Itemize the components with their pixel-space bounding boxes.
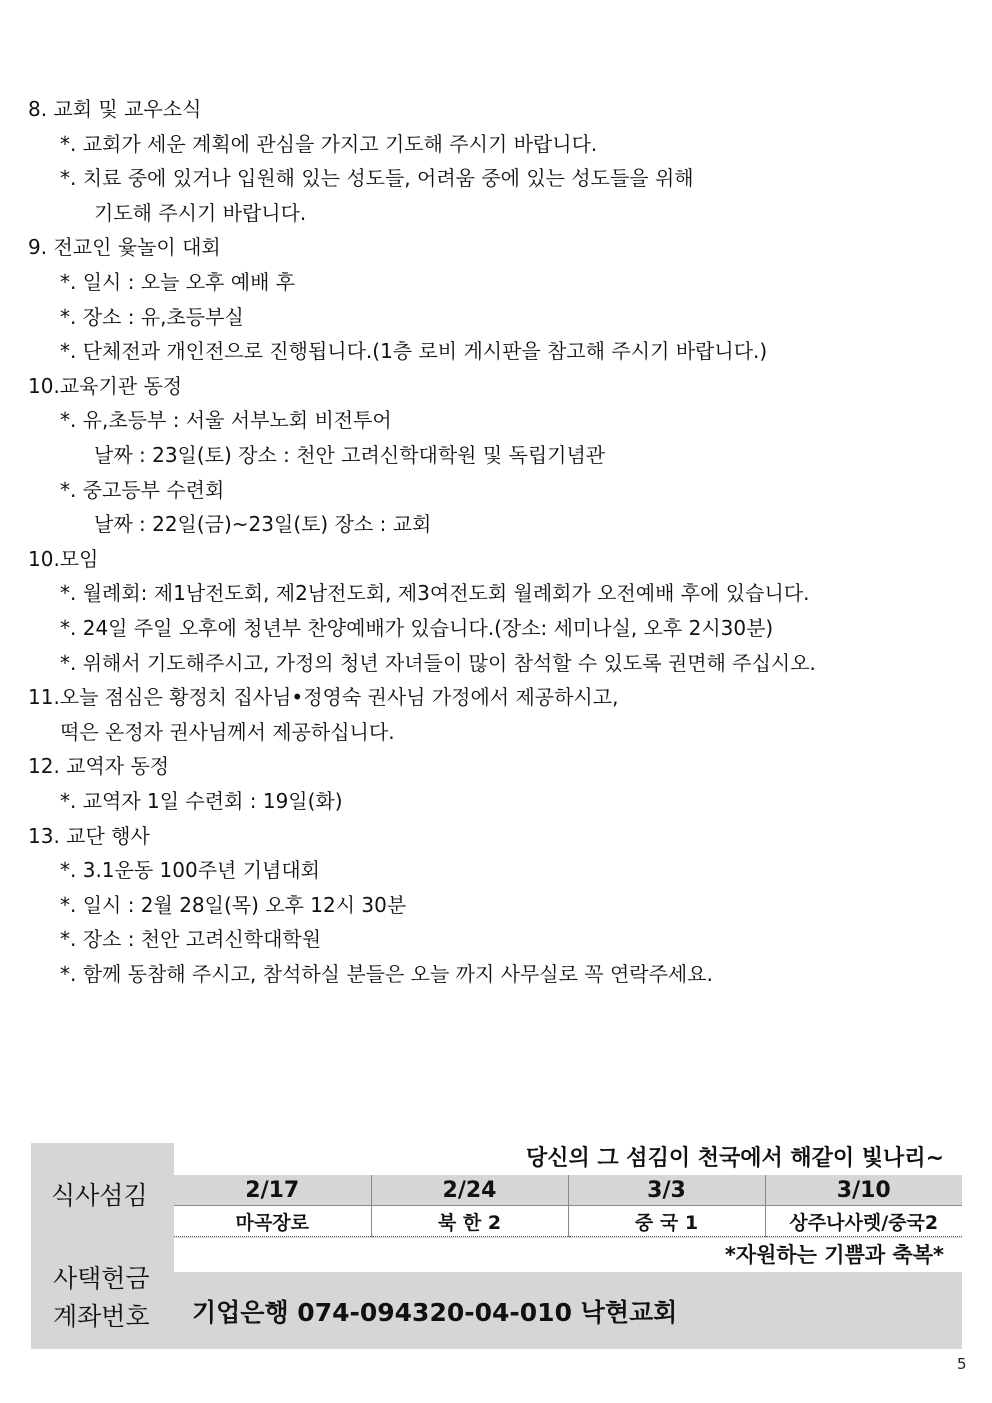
notice-item: 떡은 온정자 권사님께서 제공하십니다.: [60, 720, 395, 744]
welcome-bar: [174, 1238, 962, 1272]
schedule-date: 3/10: [765, 1175, 962, 1206]
notice-heading: 10.교육기관 동정: [28, 374, 183, 398]
notice-heading: 13. 교단 행사: [28, 824, 150, 848]
notice-item: *. 24일 주일 오후에 청년부 찬양예배가 있습니다.(장소: 세미나실, 오후 2시30분): [60, 616, 774, 640]
notice-item: *. 교역자 1일 수련회 : 19일(화): [60, 789, 343, 813]
schedule-date: 2/24: [371, 1175, 568, 1206]
page-number: 5: [957, 1355, 967, 1373]
welcome-text: *자원하는 기쁨과 축복*: [724, 1243, 944, 1267]
offering-label: 사택헌금: [53, 1264, 150, 1293]
notice-item: *. 함께 동참해 주시고, 참석하실 분들은 오늘 까지 사무실로 꼭 연락주세요.: [60, 962, 713, 986]
notice-heading: 8. 교회 및 교우소식: [28, 97, 202, 121]
account-label: 계좌번호: [53, 1302, 150, 1331]
tagline-bar: [174, 1143, 962, 1175]
schedule-group: 마곡장로: [174, 1206, 371, 1237]
notice-item: *. 위해서 기도해주시고, 가정의 청년 자녀들이 많이 참석할 수 있도록 권면해 주십시오.: [60, 651, 816, 675]
schedule-date: 2/17: [174, 1175, 371, 1206]
notice-heading: 10.모임: [28, 547, 99, 571]
notice-item: *. 일시 : 오늘 오후 예배 후: [60, 270, 296, 294]
notice-item: 날짜 : 23일(토) 장소 : 천안 고려신학대학원 및 독립기념관: [94, 443, 606, 467]
notice-item: 날짜 : 22일(금)~23일(토) 장소 : 교회: [94, 512, 432, 536]
notice-heading: 11.오늘 점심은 황정치 집사님•정영숙 권사님 가정에서 제공하시고,: [28, 685, 619, 709]
notice-item: *. 일시 : 2월 28일(목) 오후 12시 30분: [60, 893, 407, 917]
notice-item: *. 치료 중에 있거나 입원해 있는 성도들, 어려움 중에 있는 성도들을 위해: [60, 166, 694, 190]
notice-item: 기도해 주시기 바랍니다.: [94, 201, 307, 225]
notice-heading: 12. 교역자 동정: [28, 754, 170, 778]
notice-item: *. 3.1운동 100주년 기념대회: [60, 858, 320, 882]
notice-item: *. 교회가 세운 계획에 관심을 가지고 기도해 주시기 바랍니다.: [60, 132, 598, 156]
schedule-group: 중 국 1: [568, 1206, 765, 1237]
tagline: 당신의 그 섬김이 천국에서 해같이 빛나리~: [525, 1146, 944, 1171]
bank-account: 기업은행 074-094320-04-010 낙현교회: [192, 1298, 678, 1327]
meal-schedule-table: [174, 1175, 962, 1237]
notice-item: *. 유,초등부 : 서울 서부노회 비전투어: [60, 408, 392, 432]
notice-item: *. 단체전과 개인전으로 진행됩니다.(1층 로비 게시판을 참고해 주시기 바랍니다.): [60, 339, 768, 363]
meal-service-label: 식사섬김: [51, 1181, 148, 1210]
schedule-group: 상주나사렛/중국2: [765, 1206, 962, 1237]
schedule-date: 3/3: [568, 1175, 765, 1206]
notice-item: *. 월례회: 제1남전도회, 제2남전도회, 제3여전도회 월례회가 오전예배 후에 있습니다.: [60, 581, 810, 605]
notice-heading: 9. 전교인 윷놀이 대회: [28, 235, 221, 259]
notice-item: *. 중고등부 수련회: [60, 478, 225, 502]
schedule-group: 북 한 2: [371, 1206, 568, 1237]
notice-item: *. 장소 : 유,초등부실: [60, 305, 244, 329]
notice-item: *. 장소 : 천안 고려신학대학원: [60, 927, 322, 951]
